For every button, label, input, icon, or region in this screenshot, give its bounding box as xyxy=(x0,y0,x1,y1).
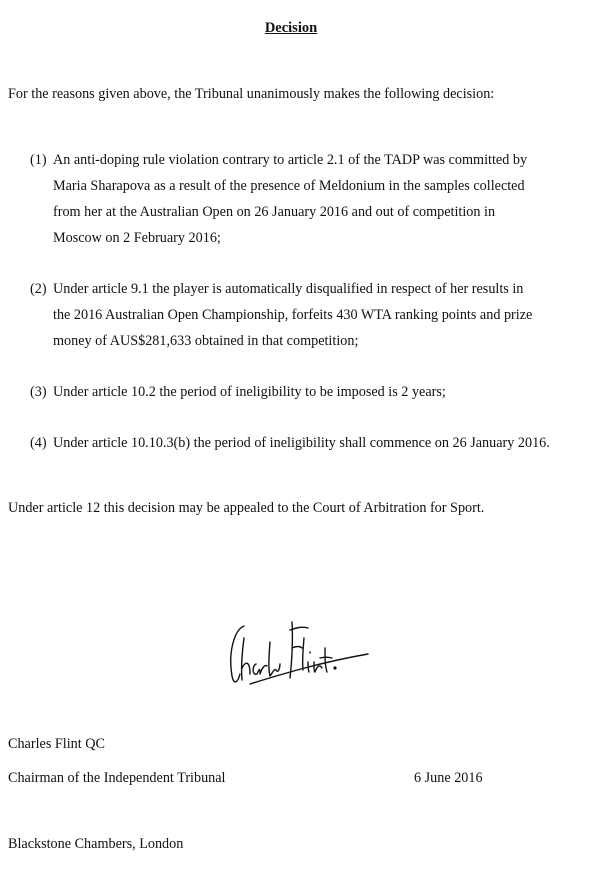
signature xyxy=(222,608,372,698)
item-3-number: (3) xyxy=(30,384,47,400)
signer-role: Chairman of the Independent Tribunal xyxy=(8,770,226,786)
item-1-line-2: Maria Sharapova as a result of the presence of Meldonium in the samples collected xyxy=(53,178,525,194)
appeal-paragraph: Under article 12 this decision may be appealed to the Court of Arbitration for Sport. xyxy=(8,500,485,516)
item-1-line-3: from her at the Australian Open on 26 January 2016 and out of competition in xyxy=(53,204,496,220)
location: Blackstone Chambers, London xyxy=(8,836,184,852)
item-2-number: (2) xyxy=(30,281,47,297)
item-2-line-1: Under article 9.1 the player is automatically disqualified in respect of her results in xyxy=(53,281,524,297)
item-2-line-2: the 2016 Australian Open Championship, forfeits 430 WTA ranking points and prize xyxy=(53,307,533,323)
item-3-line-1: Under article 10.2 the period of ineligibility to be imposed is 2 years; xyxy=(53,384,446,400)
item-1-line-4: Moscow on 2 February 2016; xyxy=(53,230,221,246)
decision-date: 6 June 2016 xyxy=(414,770,483,786)
item-1-line-1: An anti-doping rule violation contrary to article 2.1 of the TADP was committed by xyxy=(53,152,528,168)
item-4-number: (4) xyxy=(30,435,47,451)
intro-paragraph: For the reasons given above, the Tribunal unanimously makes the following decision: xyxy=(8,86,495,102)
signer-name: Charles Flint QC xyxy=(8,736,105,752)
item-2-line-3: money of AUS$281,633 obtained in that competition; xyxy=(53,333,359,349)
item-4-line-1: Under article 10.10.3(b) the period of ineligibility shall commence on 26 January 2016. xyxy=(53,435,550,451)
item-1-number: (1) xyxy=(30,152,47,168)
decision-heading: Decision xyxy=(264,20,318,36)
